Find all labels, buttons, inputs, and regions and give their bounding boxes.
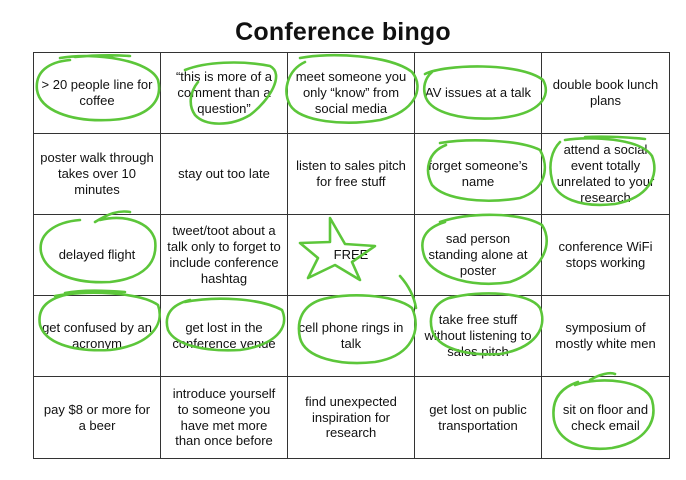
bingo-cell[interactable]: [34, 215, 161, 296]
page-title: Conference bingo: [235, 18, 451, 46]
cell-label: forget someone’s name: [428, 158, 528, 189]
cell-label: attend a social event totally unrelated to your research: [556, 142, 655, 205]
bingo-cell[interactable]: [415, 215, 542, 296]
bingo-cell[interactable]: [34, 134, 161, 215]
bingo-cell[interactable]: [34, 377, 161, 458]
bingo-grid: [33, 52, 670, 459]
cell-label: take free stuff without listening to sales pitch: [424, 312, 532, 359]
bingo-cell-free[interactable]: [288, 215, 415, 296]
bingo-cell[interactable]: [288, 53, 415, 134]
bingo-cell[interactable]: [542, 134, 669, 215]
cell-label: > 20 people line for coffee: [41, 77, 153, 108]
cell-label: get confused by an acronym: [42, 320, 152, 351]
bingo-cell[interactable]: [34, 296, 161, 377]
cell-label: delayed flight: [58, 247, 136, 263]
cell-label: cell phone rings in talk: [298, 320, 404, 351]
cell-label: conference WiFi stops working: [558, 239, 653, 270]
bingo-cell[interactable]: [415, 377, 542, 458]
cell-label: introduce yourself to someone you have met more than once before: [172, 385, 276, 449]
bingo-cell[interactable]: [161, 215, 288, 296]
cell-label: pay $8 or more for a beer: [43, 401, 151, 433]
cell-label: listen to sales pitch for free stuff: [296, 158, 406, 189]
bingo-cell[interactable]: [415, 53, 542, 134]
cell-label: double book lunch plans: [552, 77, 659, 108]
bingo-cell[interactable]: [288, 134, 415, 215]
bingo-cell[interactable]: [161, 377, 288, 458]
bingo-cell[interactable]: [161, 134, 288, 215]
cell-label: tweet/toot about a talk only to forget to include conference hashtag: [167, 223, 281, 286]
cell-label: symposium of mostly white men: [555, 320, 656, 351]
bingo-cell[interactable]: [542, 296, 669, 377]
bingo-cell[interactable]: [288, 296, 415, 377]
bingo-cell[interactable]: [542, 377, 669, 458]
cell-label: sit on floor and check email: [562, 401, 649, 433]
cell-label: get lost on public transportation: [429, 401, 527, 433]
cell-label: get lost in the conference venue: [172, 320, 276, 351]
cell-label: meet someone you only “know” from social media: [295, 69, 407, 116]
bingo-cell[interactable]: [161, 296, 288, 377]
bingo-cell[interactable]: [542, 215, 669, 296]
bingo-cell[interactable]: [542, 53, 669, 134]
cell-label: “this is more of a comment than a question”: [175, 69, 273, 116]
bingo-cell[interactable]: [161, 53, 288, 134]
cell-label: sad person standing alone at poster: [428, 231, 528, 278]
cell-label: poster walk through takes over 10 minutes: [40, 150, 154, 197]
bingo-cell[interactable]: [415, 134, 542, 215]
cell-label: AV issues at a talk: [425, 85, 531, 101]
cell-label: FREE: [333, 247, 369, 263]
bingo-cell[interactable]: [34, 53, 161, 134]
bingo-cell[interactable]: [288, 377, 415, 458]
bingo-cell[interactable]: [415, 296, 542, 377]
cell-label: find unexpected inspiration for research: [305, 393, 397, 441]
cell-label: stay out too late: [178, 166, 270, 182]
